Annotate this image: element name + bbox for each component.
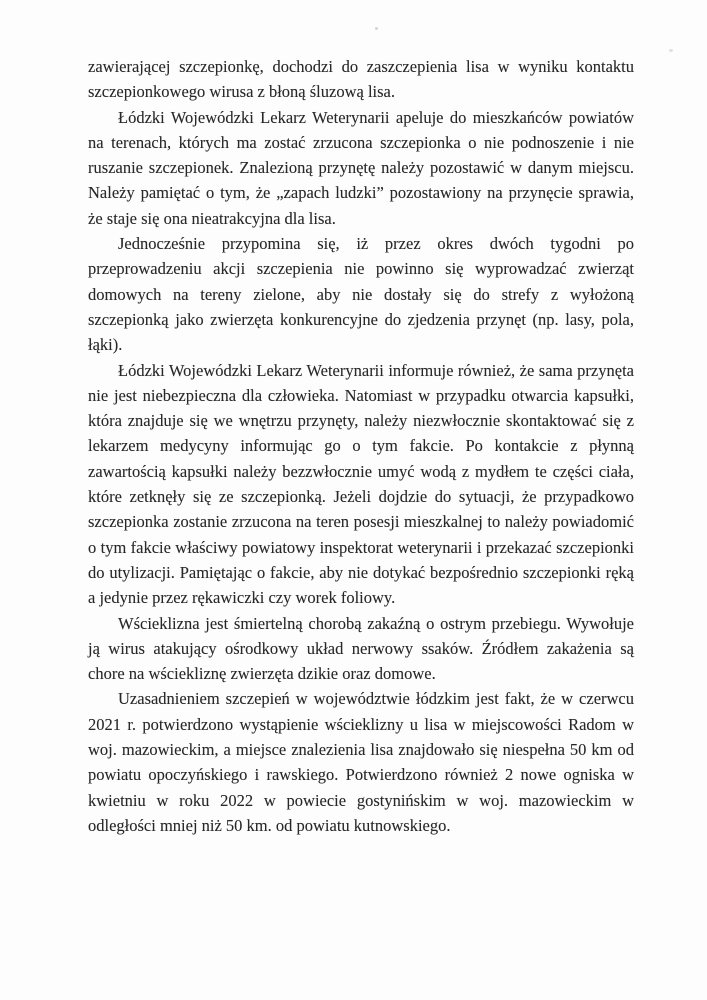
paragraph: Jednocześnie przypomina się, iż przez okres dwóch tygodni po przeprowadzeniu akcji szczepienia nie powinno się wyprowadzać zwierząt domowych na tereny zielone, aby nie dostały się do strefy z wyłożoną szczepionką jako zwierzęta konkurencyjne do zjedzenia przynęt (np. lasy, pola, łąki).: [88, 234, 634, 355]
paragraph: Uzasadnieniem szczepień w województwie łódzkim jest fakt, że w czerwcu 2021 r. potwierdzono wystąpienie wścieklizny u lisa w miejscowości Radom w woj. mazowieckim, a miejsce znalezienia lisa znajdowało się niespełna 50 km od powiatu opoczyńskiego i rawskiego. Potwierdzono również 2 nowe ogniska w kwietniu w roku 2022 w powiecie gostynińskim w woj. mazowieckim w odległości mniej niż 50 km. od powiatu kutnowskiego.: [88, 689, 634, 835]
paragraph: Wścieklizna jest śmiertelną chorobą zakaźną o ostrym przebiegu. Wywołuje ją wirus atakujący ośrodkowy układ nerwowy ssaków. Źródłem zakażenia są chore na wściekliznę zwierzęta dzikie oraz domowe.: [88, 613, 634, 684]
paragraph: Łódzki Wojewódzki Lekarz Weterynarii informuje również, że sama przynęta nie jest niebezpieczna dla człowieka. Natomiast w przypadku otwarcia kapsułki, która znajduje się we wnętrzu przynęty, należy niezwłocznie skontaktować się z lekarzem medycyny informując go o tym fakcie. Po kontakcie z płynną zawartością kapsułki należy bezzwłocznie umyć wodą z mydłem te części ciała, które zetknęły się ze szczepionką. Jeżeli dojdzie do sytuacji, że przypadkowo szczepionka zostanie zrzucona na teren posesji mieszkalnej to należy powiadomić o tym fakcie właściwy powiatowy inspektorat weterynarii i przekazać szczepionki do utylizacji. Pamiętając o fakcie, aby nie dotykać bezpośrednio szczepionki ręką a jedynie przez rękawiczki czy worek foliowy.: [88, 360, 634, 608]
scan-speck: [375, 27, 378, 30]
paragraph-continuation: zawierającej szczepionkę, dochodzi do zaszczepienia lisa w wyniku kontaktu szczepionkowego wirusa z błoną śluzową lisa.: [88, 57, 634, 102]
paragraph: Łódzki Wojewódzki Lekarz Weterynarii apeluje do mieszkańców powiatów na terenach, których ma zostać zrzucona szczepionka o nie podnoszenie i nie ruszanie szczepionek. Znalezioną przynętę należy pozostawić w danym miejscu. Należy pamiętać o tym, że „zapach ludzki” pozostawiony na przynęcie sprawia, że staje się ona nieatrakcyjna dla lisa.: [88, 107, 634, 228]
document-body: [88, 54, 634, 838]
scan-speck: [669, 49, 673, 52]
